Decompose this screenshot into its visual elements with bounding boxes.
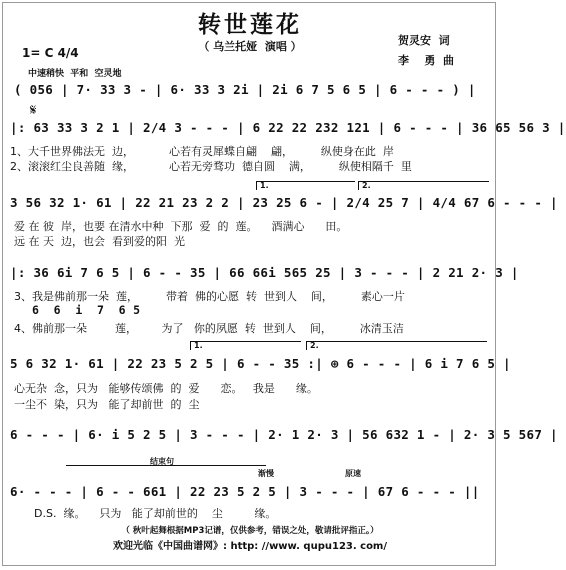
lyricist-credit: 贺灵安 词 <box>398 34 450 47</box>
ending-phrase-mark: 结束句 <box>150 457 174 466</box>
score-row-3-lyrics-1: 爱 在 彼 岸，也要 在清水中种 下那 爱 的 莲。 酒满心 田。 <box>14 220 348 233</box>
volta-second-ending-2: 2. <box>306 341 487 350</box>
score-row-5-notes: 5 6 32 1· 61 | 22 23 5 2 5 | 6 - - 35 :| ⊕ 6 - - - | 6 i 7 6 5 | <box>10 356 511 371</box>
score-row-5-lyrics-1: 心无杂 念，只为 能够传颂佛 的 爱 恋。 我是 缘。 <box>14 382 318 395</box>
score-row-4-alt-notes: 6 6 i 7 6 5 <box>32 303 141 317</box>
score-row-2-lyrics-2: 2、滚滚红尘良善随 缘， 心若无旁骛功 德自圆 满， 纵使相隔千 里 <box>10 160 412 173</box>
singer-credit: （ 乌兰托娅 演唱 ） <box>198 40 302 53</box>
score-row-3-notes: 3 56 32 1· 61 | 22 21 23 2 2 | 23 25 6 - | 2/4 25 7 | 4/4 67 6 - - - | <box>10 195 558 210</box>
score-row-4-notes: |: 36 6i 7 6 5 | 6 - - 35 | 66 66i 565 25 | 3 - - - | 2 21 2· 3 | <box>10 265 519 280</box>
score-row-4-lyrics-2: 4、佛前那一朵 莲， 为了 你的夙愿 转 世到人 间， 冰清玉洁 <box>14 322 404 335</box>
key-signature: 1= C 4/4 <box>22 46 79 60</box>
score-row-2-lyrics-1: 1、大千世界佛法无 边， 心若有灵犀蝶自翩 翩， 纵使身在此 岸 <box>10 145 394 158</box>
score-row-7-notes: 6· - - - | 6 - - 661 | 22 23 5 2 5 | 3 - - - | 67 6 - - - || <box>10 484 480 499</box>
ending-phrase-line <box>66 465 266 466</box>
score-row-1-notes: ( 056 | 7· 33 3 - | 6· 33 3 2i | 2i 6 7 5 6 5 | 6 - - - ) | <box>14 82 476 97</box>
score-row-6-notes: 6 - - - | 6· i 5 2 5 | 3 - - - | 2· 1 2· 3 | 56 632 1 - | 2· 3 5 567 | <box>10 427 558 442</box>
score-row-2-notes: |: 63 33 3 2 1 | 2/4 3 - - - | 6 22 22 232 121 | 6 - - - | 36 65 56 3 | <box>10 120 566 135</box>
score-row-3-lyrics-2: 远 在 天 边，也会 看到爱的阳 光 <box>14 235 185 248</box>
volta-first-ending: 1. <box>256 181 355 190</box>
ritardando-mark: 渐慢 <box>258 469 274 478</box>
segno-sign: 𝄋 <box>30 101 37 119</box>
tempo-marking: 中速稍快 平和 空灵地 <box>28 69 122 79</box>
score-row-7-lyrics: D.S. 缘。 只为 能了却前世的 尘 缘。 <box>34 507 277 520</box>
volta-second-ending: 2. <box>358 181 489 190</box>
transcription-note: （ 秋叶起舞根据MP3记谱，仅供参考，错误之处，敬请批评指正。） <box>121 526 379 536</box>
volta-first-ending-2: 1. <box>190 341 301 350</box>
score-row-4-lyrics-1: 3、我是佛前那一朵 莲， 带着 佛的心愿 转 世到人 间， 素心一片 <box>14 290 405 303</box>
score-row-5-lyrics-2: 一尘不 染，只为 能了却前世 的 尘 <box>14 398 200 411</box>
a-tempo-mark: 原速 <box>345 469 361 478</box>
website-credit: 欢迎光临《中国曲谱网》: http: //www. qupu123. com/ <box>112 541 388 552</box>
song-title: 转世莲花 <box>198 12 302 38</box>
composer-credit: 李 勇 曲 <box>398 54 454 67</box>
